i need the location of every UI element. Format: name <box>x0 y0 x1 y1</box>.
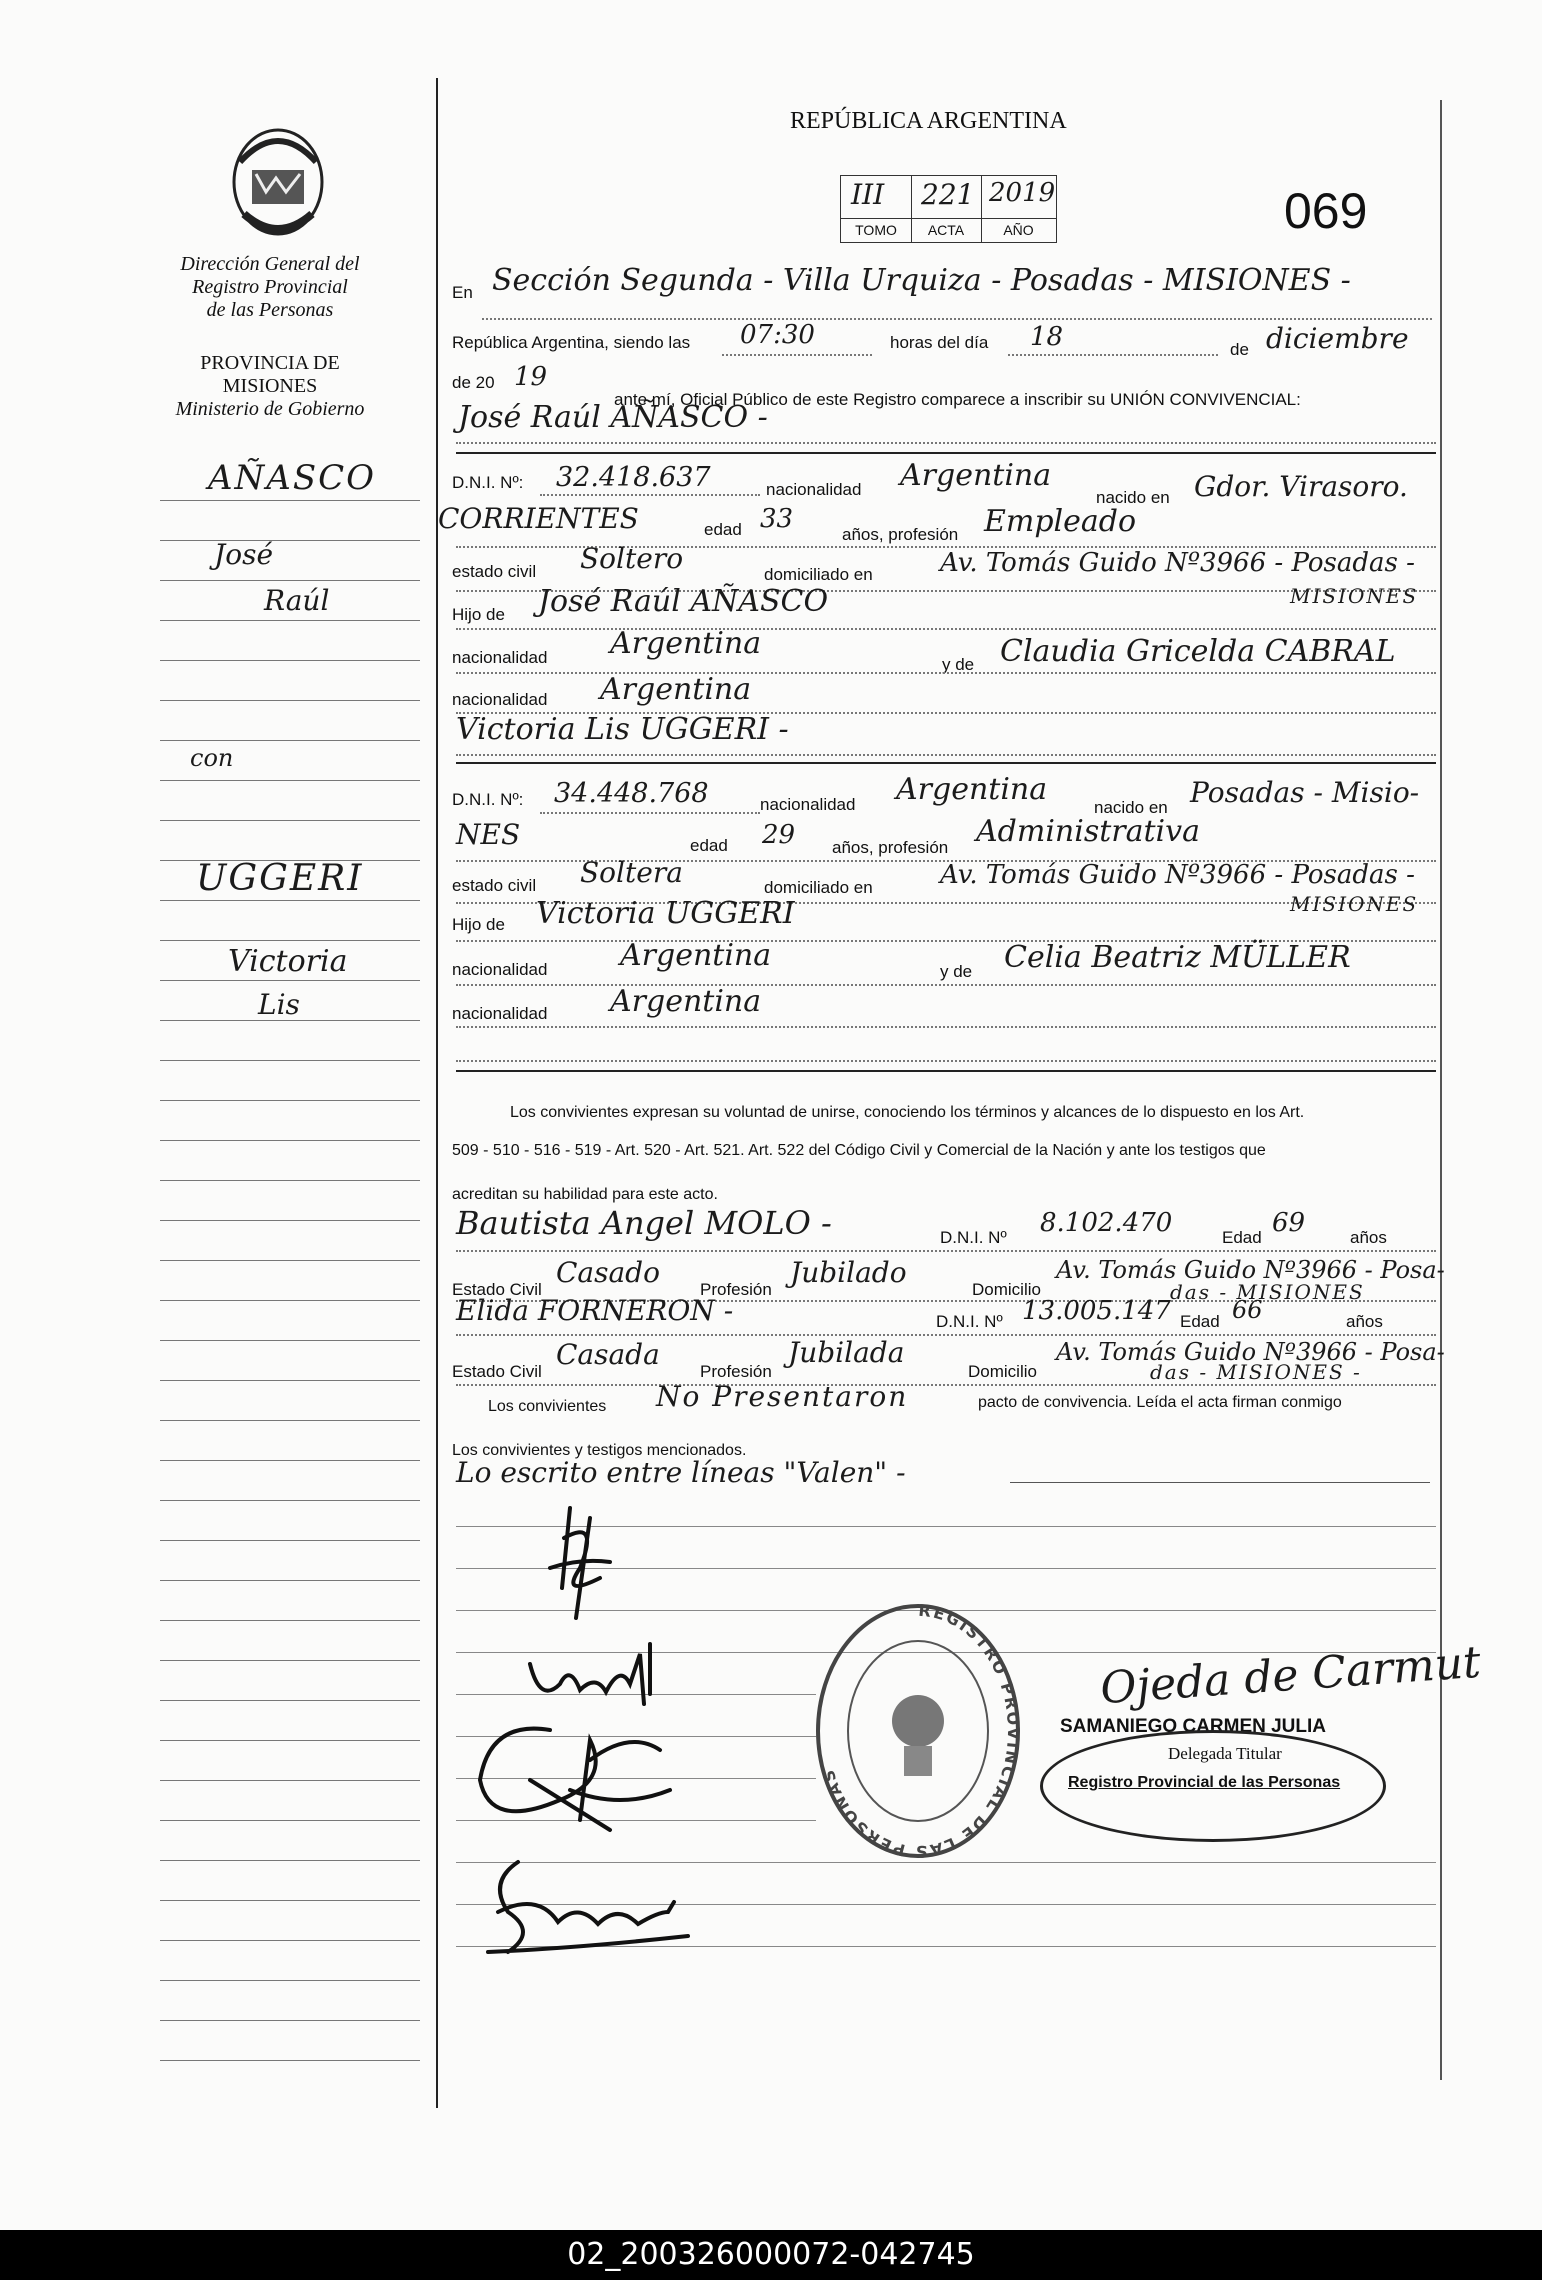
dotted-line <box>456 1250 1436 1252</box>
province-name <box>140 352 400 421</box>
year-label: de 20 <box>452 373 495 392</box>
dotted-line <box>1008 354 1218 356</box>
witness1-profession: Jubilado <box>790 1256 907 1289</box>
witness2-profession: Jubilada <box>788 1336 905 1369</box>
signature-witness1 <box>470 1720 680 1840</box>
party1-age: 33 <box>760 504 794 534</box>
rule <box>160 1940 420 1941</box>
rule <box>160 580 420 581</box>
official-signature: Ojeda de Carmut <box>1098 1636 1483 1715</box>
box-divider <box>841 218 1056 219</box>
nacionalidad-label: nacionalidad <box>452 1004 548 1023</box>
hijo-de-label: Hijo de <box>452 605 505 624</box>
witness1-age: 69 <box>1272 1208 1306 1238</box>
party2-father-nationality: Argentina <box>620 938 772 973</box>
anos-label: años <box>1350 1228 1387 1247</box>
domicilio-label: Domicilio <box>968 1362 1037 1381</box>
rule <box>160 1060 420 1061</box>
witness2-address: Av. Tomás Guido Nº3966 - Posa- <box>1056 1338 1445 1366</box>
domicilio-label: Domicilio <box>972 1280 1041 1299</box>
rule <box>160 1660 420 1661</box>
rule <box>160 500 420 501</box>
sidebar-party2-name: Victoria <box>228 944 348 979</box>
signature-party1 <box>540 1498 620 1628</box>
witness1-address: Av. Tomás Guido Nº3966 - Posa- <box>1056 1256 1445 1284</box>
registration-year: 19 <box>514 362 548 392</box>
nacido-en-label: nacido en <box>1096 488 1170 507</box>
dotted-line <box>456 1334 1436 1336</box>
signature-witness2 <box>478 1852 698 1962</box>
rule <box>160 900 420 901</box>
dotted-line <box>456 442 1436 444</box>
section-separator <box>456 762 1436 764</box>
rule <box>160 1140 420 1141</box>
rule <box>160 660 420 661</box>
registration-month: diciembre <box>1266 322 1409 355</box>
rule <box>160 980 420 981</box>
rule <box>160 2060 420 2061</box>
document-footer <box>0 2230 1542 2280</box>
rule <box>160 1860 420 1861</box>
appearance-text: ante mí, Oficial Público de este Registro comparece a inscribir su UNIÓN CONVIVENCIAL: <box>614 390 1301 409</box>
witness1-name: Bautista Angel MOLO - <box>456 1204 832 1242</box>
rule <box>160 540 420 541</box>
party1-dni: 32.418.637 <box>556 462 711 493</box>
office-line: Dirección General del <box>180 253 360 275</box>
profesion-label: Profesión <box>700 1362 772 1381</box>
dotted-line <box>456 1026 1436 1028</box>
record-reference-box <box>840 175 1057 243</box>
declaration-text: acreditan su habilidad para este acto. <box>452 1186 718 1203</box>
party2-mother-nationality: Argentina <box>610 984 762 1019</box>
party2-full-name: Victoria Lis UGGERI - <box>456 712 789 747</box>
edad-label: edad <box>690 836 728 855</box>
dni-label: D.N.I. Nº <box>936 1312 1003 1331</box>
province-line: MISIONES <box>222 375 318 397</box>
sidebar-party2-name: Lis <box>258 988 300 1021</box>
rule <box>160 1420 420 1421</box>
declaration-text: 509 - 510 - 516 - 519 - Art. 520 - Art. 521. Art. 522 del Código Civil y Comercial de la Nación y ante los testigos que <box>452 1142 1266 1159</box>
party1-civil-status: Soltero <box>580 542 684 575</box>
dni-label: D.N.I. Nº: <box>452 790 524 809</box>
rule <box>160 820 420 821</box>
witness2-civil-status: Casada <box>556 1338 660 1371</box>
rule <box>160 1260 420 1261</box>
rule <box>160 1380 420 1381</box>
party2-dni: 34.448.768 <box>554 778 709 809</box>
rule <box>160 1740 420 1741</box>
anio-label: AÑO <box>1003 222 1034 238</box>
hours-label: horas del día <box>890 333 989 352</box>
witness2-name: Elida FORNERON - <box>456 1294 734 1327</box>
profesion-label: Profesión <box>700 1280 772 1299</box>
office-line: Registro Provincial <box>192 276 348 298</box>
ra-label: República Argentina, siendo las <box>452 333 691 352</box>
nacionalidad-label: nacionalidad <box>766 480 862 499</box>
de-label: de <box>1230 340 1249 359</box>
covenant-status: No Presentaron <box>656 1380 909 1413</box>
estado-civil-label: estado civil <box>452 562 537 581</box>
rule <box>160 620 420 621</box>
rule <box>160 780 420 781</box>
estado-civil-label: Estado Civil <box>452 1280 542 1299</box>
rule <box>160 1340 420 1341</box>
official-title: Delegada Titular <box>1168 1744 1282 1763</box>
rule <box>160 940 420 941</box>
witness1-address-province: das - MISIONES <box>1170 1280 1365 1304</box>
registration-hour: 07:30 <box>740 320 815 350</box>
section-separator <box>456 452 1436 454</box>
domiciliado-label: domiciliado en <box>764 565 873 584</box>
edad-label: edad <box>704 520 742 539</box>
en-label: En <box>452 283 473 302</box>
dotted-line <box>456 1060 1436 1062</box>
rule <box>160 1300 420 1301</box>
dni-label: D.N.I. Nº: <box>452 473 524 492</box>
party2-profession: Administrativa <box>976 814 1200 849</box>
rule <box>160 740 420 741</box>
registration-day: 18 <box>1030 322 1064 352</box>
dni-label: D.N.I. Nº <box>940 1228 1007 1247</box>
party1-father: José Raúl AÑASCO <box>538 584 829 619</box>
official-name: SAMANIEGO CARMEN JULIA <box>1060 1716 1327 1737</box>
anos-profesion-label: años, profesión <box>842 525 959 544</box>
witness2-dni: 13.005.147 <box>1022 1296 1171 1326</box>
party1-mother: Claudia Gricelda CABRAL <box>1000 634 1396 669</box>
rule <box>160 1820 420 1821</box>
party2-address: Av. Tomás Guido Nº3966 - Posadas - <box>940 860 1415 890</box>
nacionalidad-label: nacionalidad <box>452 648 548 667</box>
office-name <box>140 253 400 322</box>
sidebar-party1-name: José <box>214 538 274 571</box>
party2-birthplace-province: NES <box>456 818 521 851</box>
convivientes-label: Los convivientes <box>488 1398 607 1415</box>
anos-profesion-label: años, profesión <box>832 838 949 857</box>
witness2-age: 66 <box>1232 1296 1263 1324</box>
sidebar-party1-surname: AÑASCO <box>208 458 377 498</box>
edad-label: Edad <box>1222 1228 1262 1247</box>
office-line: de las Personas <box>206 299 334 321</box>
interlineation-note: Lo escrito entre líneas "Valen" - <box>456 1456 906 1489</box>
dotted-line <box>722 354 872 356</box>
tomo-label: TOMO <box>855 222 897 238</box>
party1-father-nationality: Argentina <box>610 626 762 661</box>
party1-mother-nationality: Argentina <box>600 672 752 707</box>
official-office: Registro Provincial de las Personas <box>1068 1774 1341 1791</box>
acta-value: 221 <box>921 178 975 211</box>
sidebar-con: con <box>190 744 234 772</box>
party2-civil-status: Soltera <box>580 856 683 889</box>
rule <box>160 1580 420 1581</box>
covenant-text: pacto de convivencia. Leída el acta firman conmigo <box>978 1394 1342 1411</box>
anio-value: 2019 <box>989 178 1056 208</box>
party2-nationality: Argentina <box>896 772 1048 807</box>
dotted-line <box>456 628 1436 630</box>
party2-age: 29 <box>762 820 796 850</box>
sidebar-party1-name: Raúl <box>264 584 330 617</box>
rule <box>160 1900 420 1901</box>
nacido-en-label: nacido en <box>1094 798 1168 817</box>
y-de-label: y de <box>942 655 975 674</box>
rule <box>160 1180 420 1181</box>
y-de-label: y de <box>940 962 973 981</box>
party1-birthplace: Gdor. Virasoro. <box>1194 470 1408 503</box>
rule <box>160 1220 420 1221</box>
party1-profession: Empleado <box>984 504 1137 539</box>
witness1-civil-status: Casado <box>556 1256 660 1289</box>
party1-address: Av. Tomás Guido Nº3966 - Posadas - <box>940 548 1415 578</box>
dotted-line <box>456 754 1436 756</box>
seal-text: REGISTRO PROVINCIAL DE LAS PERSONAS <box>817 1600 1024 1862</box>
dotted-line <box>456 1384 1436 1386</box>
witness1-dni: 8.102.470 <box>1040 1208 1173 1238</box>
section-separator <box>456 1070 1436 1072</box>
folio-number: 069 <box>1284 183 1368 239</box>
country-heading: REPÚBLICA ARGENTINA <box>790 108 1067 134</box>
nacionalidad-label: nacionalidad <box>760 795 856 814</box>
party1-birthplace-province: CORRIENTES <box>438 502 639 535</box>
estado-civil-label: estado civil <box>452 876 537 895</box>
party1-full-name: José Raúl AÑASCO - <box>458 400 768 435</box>
acta-label: ACTA <box>927 222 965 238</box>
party2-mother: Celia Beatriz MÜLLER <box>1004 940 1351 975</box>
signature-party2 <box>520 1634 680 1714</box>
estado-civil-label: Estado Civil <box>452 1362 542 1381</box>
dotted-line <box>540 494 760 496</box>
dotted-line <box>456 984 1436 986</box>
ministry-line: Ministerio de Gobierno <box>175 398 365 420</box>
rule <box>160 1500 420 1501</box>
declaration-text: Los convivientes expresan su voluntad de unirse, conociendo los términos y alcances de lo dispuesto en los Art. <box>510 1104 1305 1121</box>
registry-seal <box>808 1596 1028 1866</box>
rule <box>160 1460 420 1461</box>
tomo-value: III <box>851 178 885 211</box>
hijo-de-label: Hijo de <box>452 915 505 934</box>
dotted-line <box>482 318 1432 320</box>
registry-place: Sección Segunda - Villa Urquiza - Posadas - MISIONES - <box>492 263 1351 298</box>
rule <box>160 700 420 701</box>
dotted-line <box>540 812 760 814</box>
rule <box>160 1780 420 1781</box>
margin-divider <box>436 78 438 2108</box>
party2-father: Victoria UGGERI <box>536 896 795 931</box>
rule <box>160 1620 420 1621</box>
rule <box>1010 1482 1430 1483</box>
nacionalidad-label: nacionalidad <box>452 960 548 979</box>
sidebar-party2-surname: UGGERI <box>196 858 364 899</box>
nacionalidad-label: nacionalidad <box>452 690 548 709</box>
party1-nationality: Argentina <box>900 458 1052 493</box>
rule <box>160 1700 420 1701</box>
rule <box>160 1540 420 1541</box>
witness2-address-province: das - MISIONES - <box>1150 1360 1362 1384</box>
rule <box>160 1100 420 1101</box>
domiciliado-label: domiciliado en <box>764 878 873 897</box>
party2-birthplace: Posadas - Misio- <box>1190 776 1420 809</box>
anos-label: años <box>1346 1312 1383 1331</box>
party1-address-province: MISIONES <box>1290 584 1419 608</box>
right-border <box>1440 100 1442 2080</box>
document-code: 02_200326000072-042745 <box>567 2237 975 2272</box>
province-line: PROVINCIA DE <box>200 352 340 374</box>
closing-text: Los convivientes y testigos mencionados. <box>452 1442 747 1459</box>
province-coat-of-arms-icon <box>226 122 330 242</box>
rule <box>160 1980 420 1981</box>
party2-address-province: MISIONES <box>1290 892 1419 916</box>
edad-label: Edad <box>1180 1312 1220 1331</box>
rule <box>160 2020 420 2021</box>
